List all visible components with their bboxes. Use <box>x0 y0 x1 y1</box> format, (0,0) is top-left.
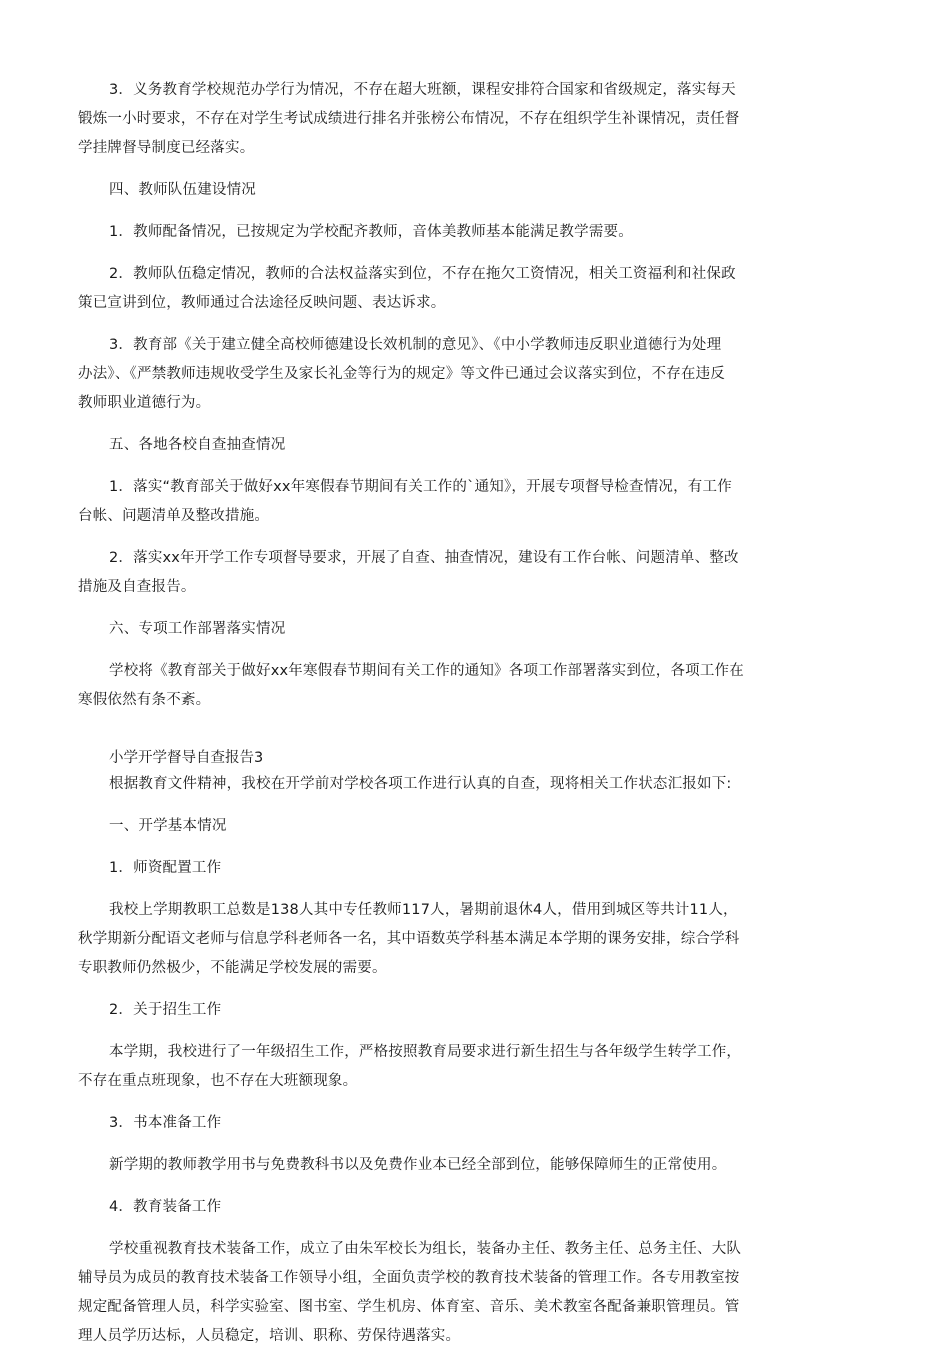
paragraph <box>78 896 778 983</box>
paragraph-line: 秋学期新分配语文老师与信息学科老师各一名，其中语数英学科基本满足本学期的课务安排，综合学科 <box>78 931 740 947</box>
paragraph-line: 1．落实“教育部关于做好xx年寒假春节期间有关工作的`通知》，开展专项督导检查情况，有工作 <box>109 479 732 495</box>
report-title: 小学开学督导自查报告3 <box>109 750 264 766</box>
paragraph-line: 五、各地各校自查抽查情况 <box>109 437 286 453</box>
paragraph-line: 4．教育装备工作 <box>109 1199 222 1215</box>
paragraph <box>78 260 778 318</box>
paragraph <box>78 218 778 247</box>
paragraph-line: 一、开学基本情况 <box>109 818 227 834</box>
paragraph-line: 台帐、问题清单及整改措施。 <box>78 508 270 524</box>
paragraph <box>78 331 778 418</box>
paragraph-line: 2．教师队伍稳定情况，教师的合法权益落实到位，不存在拖欠工资情况，相关工资福利和社保政 <box>109 266 736 282</box>
paragraph-line: 措施及自查报告。 <box>78 579 196 595</box>
document-section-part2 <box>78 770 778 1351</box>
paragraph <box>78 1151 778 1180</box>
paragraph <box>78 176 778 205</box>
paragraph-line: 锻炼一小时要求，不存在对学生考试成绩进行排名并张榜公布情况，不存在组织学生补课情况，责任督 <box>78 111 740 127</box>
paragraph <box>78 615 778 644</box>
paragraph <box>78 657 778 715</box>
paragraph-line: 2．落实xx年开学工作专项督导要求，开展了自查、抽查情况，建设有工作台帐、问题清单、整改 <box>109 550 739 566</box>
paragraph <box>78 854 778 883</box>
paragraph-line: 3．书本准备工作 <box>109 1115 222 1131</box>
paragraph-line: 3．教育部《关于建立健全高校师德建设长效机制的意见》、《中小学教师违反职业道德行为处理 <box>109 337 722 353</box>
paragraph <box>78 996 778 1025</box>
paragraph-line: 六、专项工作部署落实情况 <box>109 621 286 637</box>
paragraph-line: 规定配备管理人员，科学实验室、图书室、学生机房、体育室、音乐、美术教室各配备兼职管理员。管 <box>78 1299 740 1315</box>
paragraph-line: 2．关于招生工作 <box>109 1002 222 1018</box>
paragraph <box>78 812 778 841</box>
paragraph-line: 专职教师仍然极少，不能满足学校发展的需要。 <box>78 960 387 976</box>
paragraph <box>78 473 778 531</box>
paragraph-line: 学校将《教育部关于做好xx年寒假春节期间有关工作的通知》各项工作部署落实到位，各项工作在 <box>109 663 744 679</box>
paragraph <box>78 544 778 602</box>
paragraph-line: 1．师资配置工作 <box>109 860 222 876</box>
paragraph-line: 我校上学期教职工总数是138人其中专任教师117人，暑期前退休4人，借用到城区等共计11人， <box>109 902 738 918</box>
paragraph <box>78 1193 778 1222</box>
paragraph-line: 四、教师队伍建设情况 <box>109 182 256 198</box>
paragraph-line: 教师职业道德行为。 <box>78 395 211 411</box>
paragraph <box>78 770 778 799</box>
paragraph-line: 学挂牌督导制度已经落实。 <box>78 140 255 156</box>
document-section-part1 <box>78 76 778 715</box>
paragraph-line: 学校重视教育技术装备工作，成立了由朱军校长为组长，装备办主任、教务主任、总务主任、大队 <box>109 1241 742 1257</box>
paragraph-line: 根据教育文件精神，我校在开学前对学校各项工作进行认真的自查，现将相关工作状态汇报如下: <box>109 776 732 792</box>
paragraph-line: 办法》、《严禁教师违规收受学生及家长礼金等行为的规定》等文件已通过会议落实到位，不存在违反 <box>78 366 725 382</box>
paragraph-line: 本学期，我校进行了一年级招生工作，严格按照教育局要求进行新生招生与各年级学生转学工作， <box>109 1044 742 1060</box>
paragraph-line: 1．教师配备情况，已按规定为学校配齐教师，音体美教师基本能满足教学需要。 <box>109 224 633 240</box>
paragraph-line: 不存在重点班现象，也不存在大班额现象。 <box>78 1073 358 1089</box>
paragraph-line: 寒假依然有条不紊。 <box>78 692 211 708</box>
paragraph-line: 策已宣讲到位，教师通过合法途径反映问题、表达诉求。 <box>78 295 446 311</box>
document-page <box>78 76 778 1364</box>
section-gap <box>78 728 778 746</box>
paragraph-line: 理人员学历达标，人员稳定，培训、职称、劳保待遇落实。 <box>78 1328 461 1344</box>
paragraph <box>78 1235 778 1351</box>
paragraph <box>78 76 778 163</box>
paragraph <box>78 431 778 460</box>
paragraph <box>78 1109 778 1138</box>
paragraph-line: 新学期的教师教学用书与免费教科书以及免费作业本已经全部到位，能够保障师生的正常使用。 <box>109 1157 727 1173</box>
paragraph-line: 3．义务教育学校规范办学行为情况，不存在超大班额，课程安排符合国家和省级规定，落实每天 <box>109 82 736 98</box>
paragraph-line: 辅导员为成员的教育技术装备工作领导小组，全面负责学校的教育技术装备的管理工作。各专用教室按 <box>78 1270 740 1286</box>
paragraph <box>78 1038 778 1096</box>
